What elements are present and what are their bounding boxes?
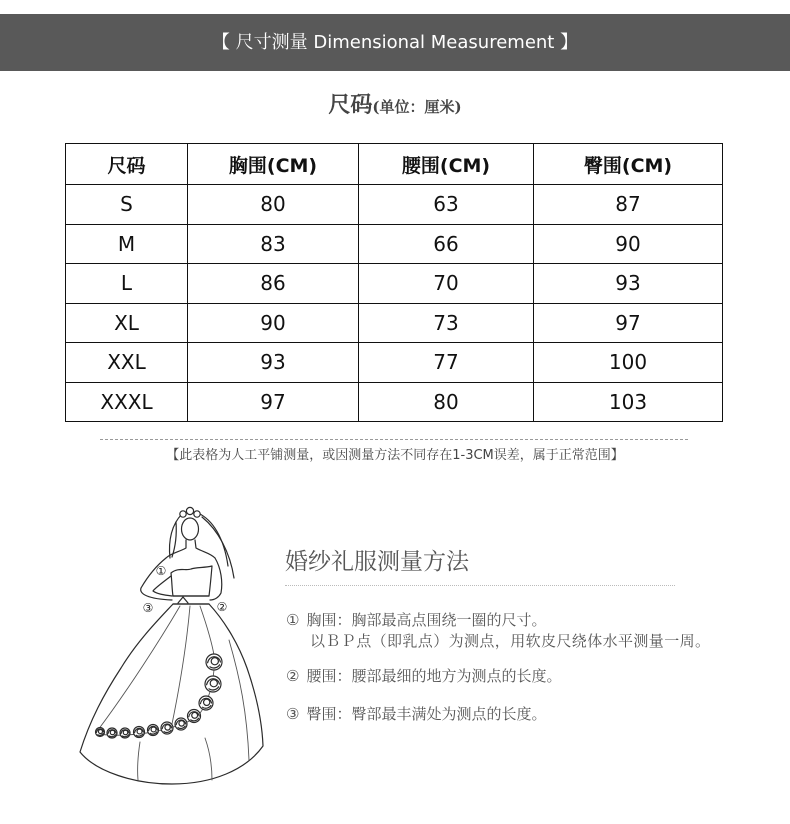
waist-marker: ② xyxy=(216,600,228,614)
cell-hip: 90 xyxy=(534,224,723,264)
bodice xyxy=(171,566,212,596)
cell-bust: 86 xyxy=(188,264,359,304)
bust-marker: ① xyxy=(155,564,167,578)
waist-sash xyxy=(173,596,209,604)
method-item-bust xyxy=(286,611,546,629)
cell-size: S xyxy=(66,185,188,225)
method-detail-bust: 以ＢＰ点（即乳点）为测点，用软皮尺绕体水平测量一周。 xyxy=(310,632,711,650)
cell-waist: 77 xyxy=(359,343,534,383)
skirt-outline xyxy=(80,604,263,784)
method-marker: ② xyxy=(286,667,300,685)
method-divider xyxy=(285,585,675,586)
cell-bust: 97 xyxy=(188,382,359,422)
head xyxy=(182,518,199,540)
cell-waist: 70 xyxy=(359,264,534,304)
cell-waist: 66 xyxy=(359,224,534,264)
method-label: 臀围： xyxy=(306,705,352,723)
method-item-hip xyxy=(286,705,546,723)
rose-decoration xyxy=(205,676,221,692)
table-row xyxy=(66,264,723,304)
cell-bust: 90 xyxy=(188,303,359,343)
cell-bust: 80 xyxy=(188,185,359,225)
wedding-dress-illustration xyxy=(70,495,280,790)
cell-size: XXXL xyxy=(66,382,188,422)
rose-decoration xyxy=(188,710,201,723)
hip-marker: ③ xyxy=(142,601,154,615)
left-arm-inner xyxy=(153,576,172,596)
right-arm xyxy=(210,558,222,600)
size-heading-unit: (单位：厘米) xyxy=(372,98,462,116)
size-chart-heading xyxy=(0,91,790,121)
cell-hip: 103 xyxy=(534,382,723,422)
dashed-divider xyxy=(100,439,688,440)
cell-waist: 73 xyxy=(359,303,534,343)
method-title: 婚纱礼服测量方法 xyxy=(285,549,469,575)
method-marker: ① xyxy=(286,611,300,629)
rose-decoration xyxy=(161,722,173,734)
rose-decoration xyxy=(199,696,213,710)
table-note: 【此表格为人工平铺测量，或因测量方法不同存在1-3CM误差，属于正常范围】 xyxy=(166,448,624,463)
method-text: 腰部最细的地方为测点的长度。 xyxy=(351,667,562,685)
size-table xyxy=(65,143,723,422)
header-bust: 胸围(CM) xyxy=(188,144,359,185)
rose-decoration xyxy=(148,725,159,736)
rose-decoration xyxy=(107,728,117,738)
cell-hip: 97 xyxy=(534,303,723,343)
method-item-waist xyxy=(286,667,561,685)
table-row xyxy=(66,382,723,422)
cell-size: XXL xyxy=(66,343,188,383)
flower-crown xyxy=(180,507,200,517)
method-text: 胸部最高点围绕一圈的尺寸。 xyxy=(351,611,547,629)
banner-title: 【 尺寸测量 Dimensional Measurement 】 xyxy=(211,32,579,53)
header-hip: 臀围(CM) xyxy=(534,144,723,185)
cell-waist: 63 xyxy=(359,185,534,225)
rose-decoration xyxy=(206,654,222,670)
rose-decoration xyxy=(120,728,130,738)
method-text: 臀部最丰满处为测点的长度。 xyxy=(351,705,547,723)
header-banner xyxy=(0,14,790,71)
cell-size: L xyxy=(66,264,188,304)
cell-waist: 80 xyxy=(359,382,534,422)
cell-hip: 93 xyxy=(534,264,723,304)
cell-bust: 93 xyxy=(188,343,359,383)
cell-size: M xyxy=(66,224,188,264)
header-size: 尺码 xyxy=(66,144,188,185)
cell-size: XL xyxy=(66,303,188,343)
cell-bust: 83 xyxy=(188,224,359,264)
table-row xyxy=(66,185,723,225)
rose-decoration xyxy=(96,728,105,737)
method-marker: ③ xyxy=(286,705,300,723)
shoulders xyxy=(166,540,215,558)
table-header-row xyxy=(66,144,723,185)
size-heading-main: 尺码 xyxy=(328,92,373,118)
header-waist: 腰围(CM) xyxy=(359,144,534,185)
cell-hip: 87 xyxy=(534,185,723,225)
table-row xyxy=(66,224,723,264)
table-row xyxy=(66,303,723,343)
method-label: 腰围： xyxy=(306,667,352,685)
cell-hip: 100 xyxy=(534,343,723,383)
table-row xyxy=(66,343,723,383)
rose-decoration xyxy=(134,727,145,738)
method-label: 胸围： xyxy=(306,611,352,629)
rose-decoration xyxy=(175,718,187,730)
